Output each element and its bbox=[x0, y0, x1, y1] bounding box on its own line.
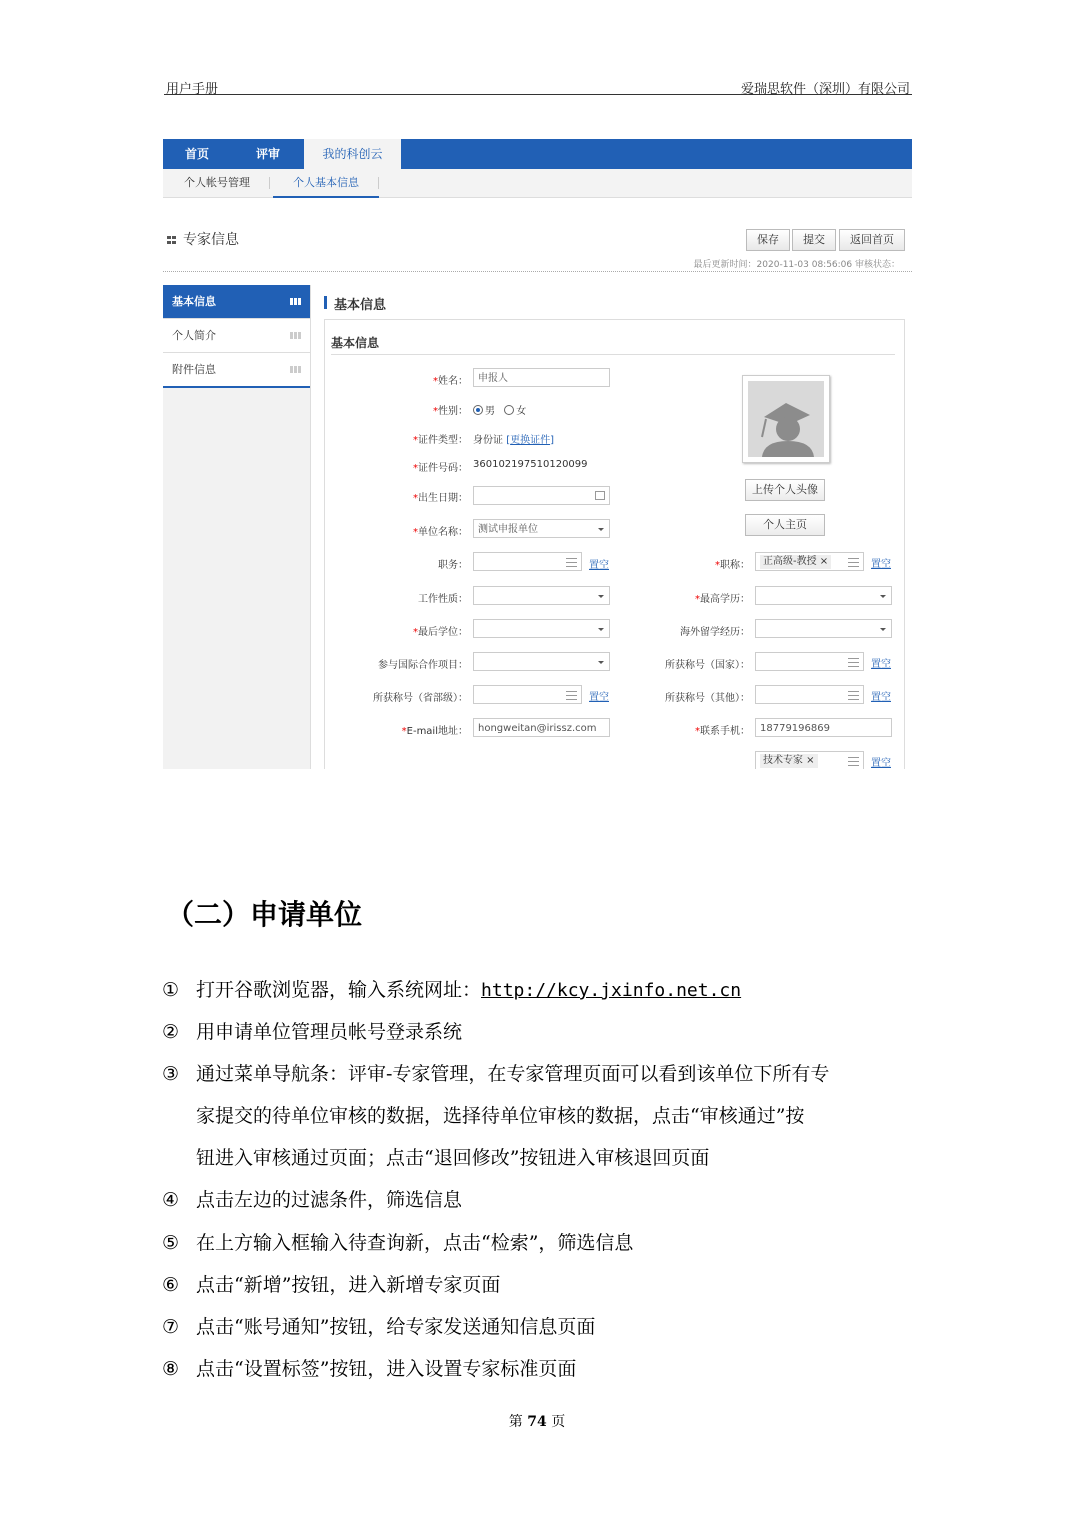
chevron-down-icon bbox=[598, 661, 604, 664]
system-url-link[interactable]: http://kcy.jxinfo.net.cn bbox=[481, 980, 742, 1001]
email-label: *E-mail地址： bbox=[401, 726, 468, 737]
gender-label: *性别： bbox=[433, 406, 468, 417]
form-subtitle: 基本信息 bbox=[331, 336, 380, 350]
nav-my-cloud[interactable]: 我的科创云 bbox=[304, 139, 401, 169]
honor-nation-label: 所获称号（国家）： bbox=[665, 660, 750, 671]
menu-underline bbox=[163, 386, 310, 388]
honor-other-input[interactable] bbox=[755, 685, 864, 704]
honor-nation-clear-link[interactable]: 置空 bbox=[871, 659, 891, 670]
section-title: 基本信息 bbox=[334, 298, 387, 313]
avatar-placeholder-icon bbox=[748, 381, 824, 457]
chevron-down-icon bbox=[598, 628, 604, 631]
degree-label: *最后学位： bbox=[413, 627, 468, 638]
expert-tag-input[interactable] bbox=[755, 751, 864, 769]
name-input[interactable]: 申报人 bbox=[473, 368, 610, 387]
chevron-down-icon bbox=[598, 595, 604, 598]
subnav-account[interactable]: 个人帐号管理 bbox=[184, 176, 250, 189]
subnav-basic-info[interactable]: 个人基本信息 bbox=[273, 169, 379, 198]
edu-select[interactable] bbox=[755, 586, 892, 605]
header-company: 爱瑞思软件（深圳）有限公司 bbox=[740, 82, 910, 97]
subnav-divider bbox=[378, 177, 379, 189]
section-heading: （二）申请单位 bbox=[166, 898, 363, 931]
worktype-label: 工作性质： bbox=[418, 594, 468, 605]
bars-icon bbox=[290, 298, 302, 305]
expert-tag-clear-link[interactable]: 置空 bbox=[871, 758, 891, 769]
update-status: 最后更新时间：2020-11-03 08:56:06 审核状态： bbox=[693, 260, 900, 270]
overseas-select[interactable] bbox=[755, 619, 892, 638]
name-label: *姓名： bbox=[433, 376, 468, 387]
honor-prov-clear-link[interactable]: 置空 bbox=[589, 692, 609, 703]
expert-tag: 技术专家 × bbox=[760, 754, 818, 768]
duty-label: 职务： bbox=[438, 560, 468, 571]
nav-review[interactable]: 评审 bbox=[256, 147, 281, 161]
list-icon[interactable] bbox=[848, 690, 859, 700]
idtype-label: *证件类型： bbox=[413, 435, 468, 446]
avatar bbox=[742, 375, 830, 463]
step-7: ⑦ 点击“账号通知”按钮，给专家发送通知信息页面 bbox=[162, 1316, 596, 1338]
edu-label: *最高学历： bbox=[695, 594, 750, 605]
phone-input[interactable]: 18779196869 bbox=[755, 718, 892, 737]
unit-label: *单位名称： bbox=[413, 527, 468, 538]
degree-select[interactable] bbox=[473, 619, 610, 638]
step-3-continued: 家提交的待单位审核的数据，选择待单位审核的数据，点击“审核通过”按 bbox=[196, 1105, 805, 1127]
embedded-screenshot bbox=[163, 139, 912, 769]
duty-clear-link[interactable]: 置空 bbox=[589, 560, 609, 571]
page-footer: 第 74 页 bbox=[508, 1414, 566, 1430]
menu-profile[interactable] bbox=[163, 319, 310, 353]
top-nav bbox=[163, 139, 912, 169]
bars-icon bbox=[290, 332, 302, 339]
gender-radios: 男 女 bbox=[473, 402, 526, 417]
subnav-divider bbox=[269, 177, 270, 189]
unit-select[interactable]: 测试申报单位 bbox=[473, 519, 610, 538]
menu-attachments[interactable] bbox=[163, 353, 310, 387]
list-icon[interactable] bbox=[566, 690, 577, 700]
idno-label: *证件号码： bbox=[413, 463, 468, 474]
bars-icon bbox=[290, 366, 302, 373]
radio-female[interactable] bbox=[504, 405, 514, 415]
upload-avatar-button[interactable]: 上传个人头像 bbox=[745, 479, 825, 501]
honor-prov-label: 所获称号（省部级）： bbox=[373, 693, 468, 704]
submit-button[interactable]: 提交 bbox=[792, 229, 836, 251]
title-label: *职称： bbox=[715, 560, 750, 571]
list-icon[interactable] bbox=[566, 557, 577, 567]
title-clear-link[interactable]: 置空 bbox=[871, 559, 891, 570]
title-input[interactable] bbox=[755, 552, 864, 571]
list-icon[interactable] bbox=[848, 657, 859, 667]
step-8: ⑧ 点击“设置标签”按钮，进入设置专家标准页面 bbox=[162, 1358, 577, 1380]
header-divider bbox=[164, 94, 912, 95]
duty-input[interactable] bbox=[473, 552, 582, 571]
step-3-continued: 钮进入审核通过页面；点击“退回修改”按钮进入审核退回页面 bbox=[196, 1147, 710, 1169]
menu-label: 附件信息 bbox=[172, 363, 216, 376]
step-5: ⑤ 在上方输入框输入待查询新，点击“检索”，筛选信息 bbox=[162, 1232, 634, 1254]
step-6: ⑥ 点击“新增”按钮，进入新增专家页面 bbox=[162, 1274, 501, 1296]
radio-male[interactable] bbox=[473, 405, 483, 415]
save-button[interactable]: 保存 bbox=[746, 229, 790, 251]
menu-label: 个人简介 bbox=[172, 329, 216, 342]
form-subtitle-divider bbox=[331, 354, 895, 355]
honor-nation-input[interactable] bbox=[755, 652, 864, 671]
calendar-icon[interactable] bbox=[595, 491, 605, 500]
step-4: ④ 点击左边的过滤条件，筛选信息 bbox=[162, 1189, 463, 1211]
menu-label: 基本信息 bbox=[172, 295, 216, 308]
birth-label: *出生日期： bbox=[413, 493, 468, 504]
title-tag: 正高级-教授 × bbox=[760, 555, 831, 569]
list-icon[interactable] bbox=[848, 557, 859, 567]
overseas-label: 海外留学经历： bbox=[680, 627, 750, 638]
intl-label: 参与国际合作项目： bbox=[378, 660, 468, 671]
chevron-down-icon bbox=[880, 595, 886, 598]
nav-home[interactable]: 首页 bbox=[185, 147, 210, 161]
honor-other-clear-link[interactable]: 置空 bbox=[871, 692, 891, 703]
change-id-link[interactable]: 更换证件 bbox=[510, 435, 551, 446]
section-marker bbox=[324, 296, 327, 309]
phone-label: *联系手机： bbox=[695, 726, 750, 737]
step-2: ② 用申请单位管理员帐号登录系统 bbox=[162, 1021, 463, 1043]
honor-other-label: 所获称号（其他）： bbox=[665, 693, 750, 704]
email-input[interactable]: hongweitan@irissz.com bbox=[473, 718, 610, 737]
chevron-down-icon bbox=[880, 628, 886, 631]
worktype-select[interactable] bbox=[473, 586, 610, 605]
birth-input[interactable] bbox=[473, 486, 610, 505]
left-menu bbox=[163, 285, 311, 769]
grid-icon bbox=[167, 236, 177, 244]
return-home-button[interactable]: 返回首页 bbox=[839, 229, 905, 251]
step-1: ① 打开谷歌浏览器，输入系统网址：http://kcy.jxinfo.net.cn bbox=[162, 979, 742, 1001]
menu-basic-info[interactable] bbox=[163, 285, 310, 319]
honor-prov-input[interactable] bbox=[473, 685, 582, 704]
step-3: ③ 通过菜单导航条：评审-专家管理，在专家管理页面可以看到该单位下所有专 bbox=[162, 1063, 830, 1085]
header-doc-title: 用户手册 bbox=[166, 82, 219, 97]
personal-home-button[interactable]: 个人主页 bbox=[745, 514, 825, 536]
intl-select[interactable] bbox=[473, 652, 610, 671]
idtype-value: 身份证 [更换证件] bbox=[473, 435, 554, 446]
idno-value: 360102197510120099 bbox=[473, 459, 588, 470]
page-number: 74 bbox=[527, 1414, 547, 1430]
dotted-divider bbox=[163, 271, 912, 272]
list-icon[interactable] bbox=[848, 756, 859, 766]
chevron-down-icon bbox=[598, 528, 604, 531]
sub-nav bbox=[163, 169, 912, 198]
page-title: 专家信息 bbox=[183, 232, 239, 248]
